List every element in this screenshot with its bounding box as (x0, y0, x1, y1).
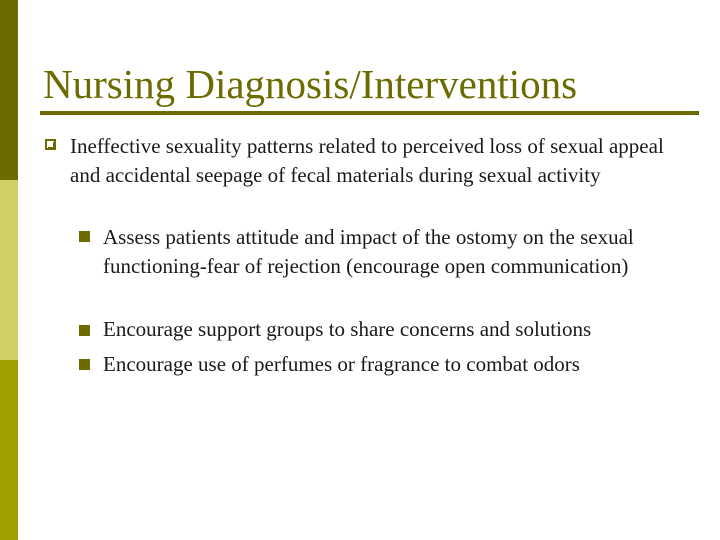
subbullet-2: Encourage support groups to share concerns and solutions (103, 317, 592, 341)
main-bullet-text: Ineffective sexuality patterns related to perceived loss of sexual appeal and accidental seepage of fecal materials during sexual activity (70, 134, 664, 187)
square-bullet-icon (79, 359, 90, 370)
left-band-top (0, 0, 18, 180)
slide-title: Nursing Diagnosis/Interventions (43, 61, 578, 107)
left-band-middle (0, 180, 18, 360)
square-bullet-icon (79, 325, 90, 336)
subbullet-1: Assess patients attitude and impact of the ostomy on the sexual functioning-fear of rejection (encourage open communication) (103, 225, 634, 278)
bullet-box-icon (45, 139, 56, 150)
left-band-bottom (0, 360, 18, 540)
subbullet-3: Encourage use of perfumes or fragrance to combat odors (103, 352, 580, 376)
square-bullet-icon (79, 231, 90, 242)
title-underline (40, 111, 699, 115)
